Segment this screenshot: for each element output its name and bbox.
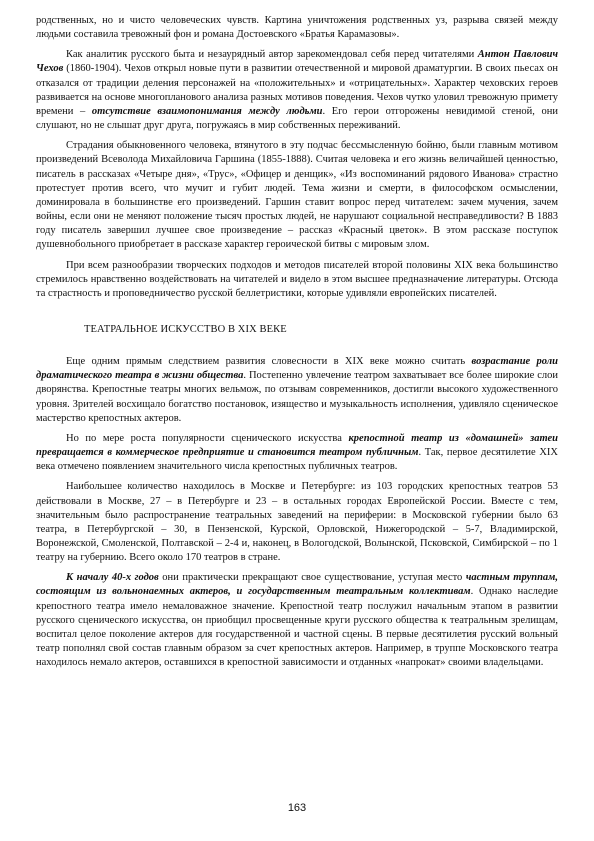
- paragraph-private-troupes: [36, 571, 558, 670]
- page-body: [36, 14, 558, 676]
- paragraph-intro: [36, 14, 558, 42]
- paragraph-chekhov: [36, 48, 558, 133]
- paragraph-theatre-counts-text: Наибольшее количество находилось в Москве и Петербурге: из 103 городских крепостных театров 53 действовали в Москве, 27 – в Петербурге и 23 – в остальных городах Европейской России. Вместе с тем, значительным было распространение театральных заведений на периферии: в Московской губернии было 63 театра, в Петербургской – 30, в Пензенской, Курской, Орловской, Нижегородской – 5-7, Владимирской, Воронежской, Смоленской, Полтавской – 2-4 и, наконец, в Вологодской, Волынской, Псковской, Симбирской – по 1 театру на губернию. Всего около 170 театров в стране.: [36, 481, 558, 564]
- paragraph-garshin: [36, 139, 558, 252]
- private-troupes-emphasis: частным труппам, состоящим из вольнонаемных актеров, и государственным театральным коллективам: [36, 572, 558, 598]
- paragraph-intro-text: родственных, но и чисто человеческих чувств. Картина уничтожения родственных уз, разрыва связей между людьми составила тревожный фон и романа Достоевского «Братья Карамазовы».: [36, 15, 558, 41]
- private-troupes-text-c: . Однако наследие крепостного театра имело немаловажное значение. Крепостной театр послужил начальным этапом в развитии русского сценического искусства, он приобщил просвещенные круги русского общества к театральным зрелищам, воспитал целое поколение актеров для государственной и частной сцены. В первые десятилетия русский вольный театр пополнял свой состав главным образом за счет крепостных актеров. Например, в труппе Московского театра находилось немало актеров, оставшихся в крепостной зависимости и отданных «напрокат» своими владельцами.: [36, 586, 558, 669]
- chekhov-name-emphasis: Антон Павлович Чехов: [36, 49, 558, 75]
- chekhov-theme-emphasis: отсутствие взаимопонимания между людьми: [91, 105, 323, 117]
- public-theatre-emphasis: крепостной театр из «домашней» затеи превращается в коммерческое предприятие и становится театром публичным: [36, 432, 558, 459]
- chekhov-text-a: Как аналитик русского быта и незаурядный автор зарекомендовал себя перед читателями: [66, 49, 478, 61]
- theatre-role-text-a: Еще одним прямым следствием развития словесности в XIX веке можно считать: [66, 356, 472, 368]
- chekhov-text-d: . Его герои отгорожены невидимой стеной, они слушают, но не слышат друг друга, погружаясь в мир собственных переживаний.: [36, 105, 558, 132]
- public-theatre-text-c: . Так, первое десятилетие XIX века отмечено появлением значительного числа крепостных публичных театров.: [36, 447, 558, 473]
- paragraph-theatre-counts: [36, 480, 558, 565]
- theatre-role-emphasis: возрастание роли драматического театра в жизни общества: [36, 356, 559, 382]
- paragraph-conclusion-text: При всем разнообразии творческих подходов и методов писателей второй половины XIX века большинство стремилось нравственно воздействовать на читателей и видело в этом высшее предназначение литературы. Отсюда та страстность и проповедничество русской беллетристики, которые удивляли европейских писателей.: [36, 259, 558, 299]
- private-troupes-text-a: они практически прекращают свое существование, уступая место: [158, 572, 466, 584]
- page-number: 163: [287, 802, 307, 814]
- paragraph-conclusion: [36, 259, 558, 301]
- chekhov-text-c: (1860-1904). Чехов открыл новые пути в развитии отечественной и мировой драматургии. В своих пьесах он отказался от традиции деления персонажей на «положительных» и «отрицательных». Характер чеховских героев развивается на основе многопланового анализа разных мотивов поведения. Чехов чутко уловил тревожную примету времени –: [36, 63, 558, 117]
- paragraph-theatre-role: [36, 355, 558, 426]
- private-troupes-date-emphasis: К началу 40-х годов: [66, 572, 159, 584]
- paragraph-garshin-text: Страдания обыкновенного человека, втянутого в эту подчас бессмысленную бойню, были главным мотивом произведений Всеволода Михайловича Гаршина (1855-1888). Считая человека и его жизнь величайшей ценностью, писатель в рассказах «Четыре дня», «Трус», «Офицер и денщик», «Из воспоминаний рядового Иванова» страстно протестует против всего, что мучит и губит людей. Тема жизни и смерти, в философском осмыслении, доминировала в большинстве его произведений. Гаршин ставит вопрос перед читателем: зачем мучения, зачем войны, если они не меняют положение тысяч простых людей, не нарушают социальной несправедливости? В 1883 году писатель завершил лучшее свое произведение – рассказ «Красный цветок». В этом рассказе поступок душевнобольного приобретает в рассказе характер героической битвы с мировым злом.: [36, 140, 558, 251]
- public-theatre-text-a: Но по мере роста популярности сценического искусства: [66, 432, 349, 444]
- section-heading: ТЕАТРАЛЬНОЕ ИСКУССТВО В XIX ВЕКЕ: [84, 323, 287, 335]
- theatre-role-text-c: . Постепенно увлечение театром захватывает все более широкие слои дворянства. Крепостные театры многих вельмож, по отзывам современников, достигли высокого художественного уровня. Зрителей восхищало богатство постановок, изящество и музыкальность исполнения, удивляло сценическое мастерство крепостных актеров.: [36, 370, 558, 424]
- paragraph-public-theatre: [36, 432, 558, 474]
